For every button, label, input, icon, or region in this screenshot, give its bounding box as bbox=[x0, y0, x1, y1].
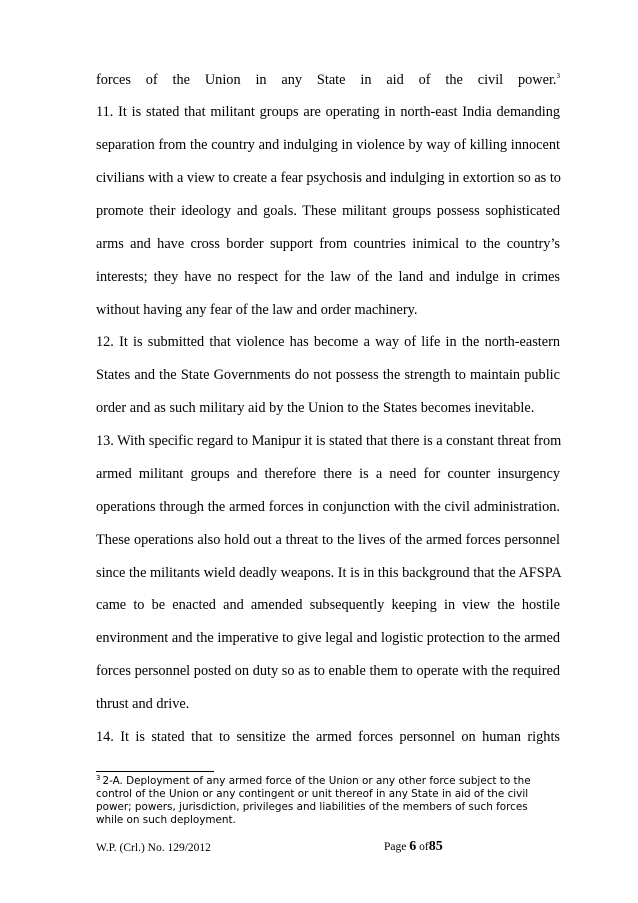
footnote-number: 3 bbox=[96, 773, 101, 782]
page-current: 6 bbox=[409, 839, 417, 854]
body-line: separation from the country and indulging in violence by way of killing innocent bbox=[96, 137, 560, 153]
page-total: 85 bbox=[428, 839, 443, 854]
body-line: 12. It is submitted that violence has become a way of life in the north-eastern bbox=[96, 334, 560, 350]
body-line: operations through the armed forces in conjunction with the civil administration. bbox=[96, 499, 560, 515]
page-indicator bbox=[384, 838, 443, 856]
body-line: order and as such military aid by the Union to the States becomes inevitable. bbox=[96, 400, 535, 416]
body-line: forces of the Union in any State in aid of the civil power.$^3$ bbox=[96, 72, 560, 88]
body-line: environment and the imperative to give legal and logistic protection to the armed bbox=[96, 630, 560, 646]
body-line: States and the State Governments do not possess the strength to maintain public bbox=[96, 367, 560, 383]
footnote-line: while on such deployment. bbox=[96, 814, 236, 826]
body-line: 11. It is stated that militant groups are operating in north-east India demanding bbox=[96, 104, 560, 120]
case-number: W.P. (Crl.) No. 129/2012 bbox=[96, 842, 211, 854]
body-line: forces personnel posted on duty so as to enable them to operate with the required bbox=[96, 663, 560, 679]
body-line: arms and have cross border support from countries inimical to the country’s bbox=[96, 236, 560, 252]
body-line: promote their ideology and goals. These militant groups possess sophisticated bbox=[96, 203, 560, 219]
body-line: armed militant groups and therefore there is a need for counter insurgency bbox=[96, 466, 560, 482]
of-label: of bbox=[419, 841, 429, 853]
body-line: civilians with a view to create a fear psychosis and indulging in extortion so as to bbox=[96, 170, 561, 186]
page-label: Page bbox=[384, 841, 407, 853]
footnote-separator bbox=[96, 771, 214, 772]
footnote-line: power; powers, jurisdiction, privileges and liabilities of the members of such forces bbox=[96, 801, 528, 813]
body-line: without having any fear of the law and order machinery. bbox=[96, 302, 418, 318]
body-line: since the militants wield deadly weapons. It is in this background that the AFSPA bbox=[96, 565, 562, 581]
body-line: interests; they have no respect for the law of the land and indulge in crimes bbox=[96, 269, 560, 285]
body-line: thrust and drive. bbox=[96, 696, 190, 712]
footnote-line: $^3$ 2-A. Deployment of any armed force of the Union or any other force subject to the bbox=[96, 773, 531, 787]
footnote-reference[interactable]: 3 bbox=[556, 72, 560, 81]
body-line: 13. With specific regard to Manipur it is stated that there is a constant threat from bbox=[96, 433, 562, 449]
footnote-line: control of the Union or any contingent or unit thereof in any State in aid of the civil bbox=[96, 788, 529, 800]
body-line: came to be enacted and amended subsequently keeping in view the hostile bbox=[96, 597, 560, 613]
body-line: 14. It is stated that to sensitize the armed forces personnel on human rights bbox=[96, 729, 560, 745]
body-line: These operations also hold out a threat to the lives of the armed forces personnel bbox=[96, 532, 560, 548]
